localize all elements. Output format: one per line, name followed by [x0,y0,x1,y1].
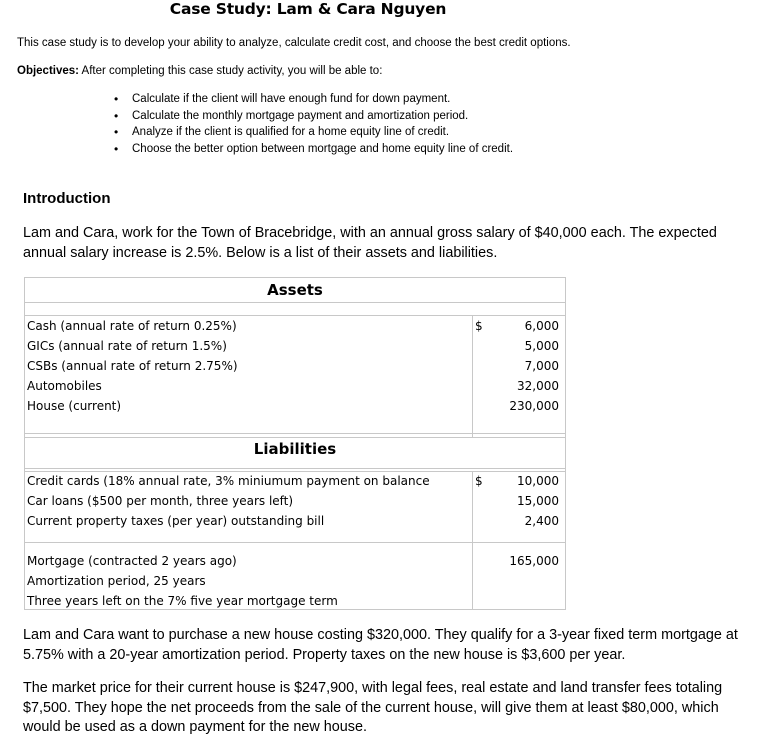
row-divider [25,542,565,543]
table-row-label: Cash (annual rate of return 0.25%) [27,319,237,333]
list-item: • Choose the better option between mortgage and home equity line of credit. [116,141,513,158]
row-divider [25,437,565,438]
row-divider [25,433,565,434]
row-divider [25,302,565,303]
purchase-paragraph: Lam and Cara want to purchase a new house costing $320,000. They qualify for a 3-year fixed term mortgage at 5.75% with a 20-year amortization period. Property taxes on the new house is $3,600 per year. [23,627,738,663]
mortgage-value: 165,000 [509,554,559,568]
table-row-label: Car loans ($500 per month, three years left) [27,494,294,508]
table-row-value: 32,000 [517,379,559,393]
list-item: • Calculate the monthly mortgage payment and amortization period. [116,108,513,125]
currency-symbol: $ [475,319,483,333]
table-row-label: GICs (annual rate of return 1.5%) [27,339,227,353]
table-row-label: CSBs (annual rate of return 2.75%) [27,359,238,373]
liabilities-heading: Liabilities [253,440,337,458]
table-row-value: 6,000 [524,319,559,333]
objectives-text: After completing this case study activity, you will be able to: [79,65,383,77]
list-item: • Calculate if the client will have enough fund for down payment. [116,91,513,108]
page-title: Case Study: Lam & Cara Nguyen [169,0,447,18]
row-divider [25,315,565,316]
mortgage-line: Three years left on the 7% five year mortgage term [27,594,338,608]
row-divider [25,468,565,469]
table-row-label: Credit cards (18% annual rate, 3% miniumum payment on balance [27,474,430,488]
table-row-label: Current property taxes (per year) outstanding bill [27,514,325,528]
assets-heading: Assets [267,281,323,299]
table-row-label: Automobiles [27,379,102,393]
table-row-value: 10,000 [517,474,559,488]
intro-line: This case study is to develop your ability to analyze, calculate credit cost, and choose the best credit options. [17,37,571,49]
table-row-value: 7,000 [524,359,559,373]
table-row-value: 230,000 [509,399,559,413]
objectives-line [17,65,382,77]
objectives-list [116,91,513,157]
table-row-value: 2,400 [524,514,559,528]
row-divider [25,471,565,472]
column-divider [472,472,473,610]
table-row-value: 5,000 [524,339,559,353]
table-row-label: House (current) [27,399,122,413]
currency-symbol: $ [475,474,483,488]
mortgage-line: Mortgage (contracted 2 years ago) [27,554,237,568]
sale-paragraph: The market price for their current house is $247,900, with legal fees, real estate and land transfer fees totaling $7,500. They hope the net proceeds from the sale of the current house, will give them at least $80,000, which would be used as a down payment for the new house. [23,680,723,735]
mortgage-line: Amortization period, 25 years [27,574,206,588]
introduction-heading: Introduction [23,190,111,207]
table-row-value: 15,000 [517,494,559,508]
objectives-label: Objectives: [17,65,79,77]
assets-liabilities-table [24,277,566,610]
list-item: • Analyze if the client is qualified for a home equity line of credit. [116,124,513,141]
introduction-paragraph: Lam and Cara, work for the Town of Bracebridge, with an annual gross salary of $40,000 each. The expected annual salary increase is 2.5%. Below is a list of their assets and liabilities. [23,225,717,261]
column-divider [472,316,473,438]
